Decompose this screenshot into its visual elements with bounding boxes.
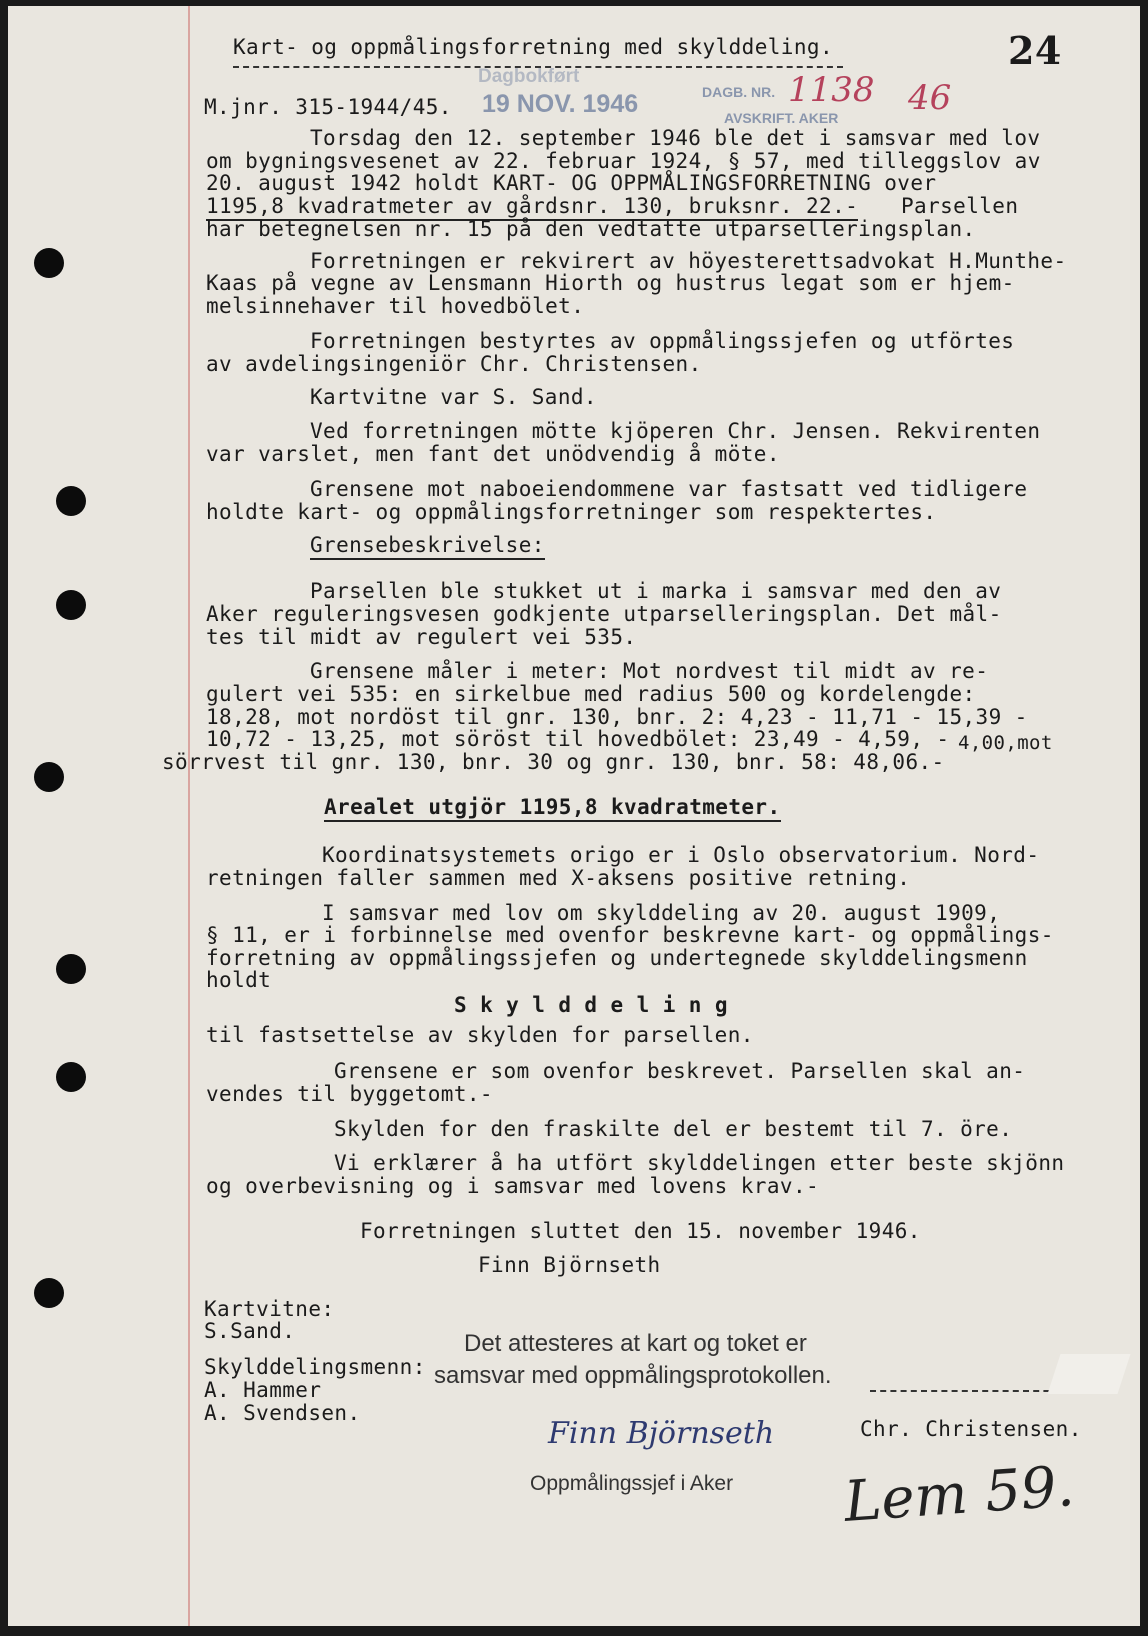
text-line: 20. august 1942 holdt KART- OG OPPMÅLINGSFORRETNING over [206,171,937,195]
punch-hole [56,954,86,984]
text-line: sörrvest til gnr. 130, bnr. 30 og gnr. 130, bnr. 58: 48,06.- [162,750,945,774]
attestation-line-2: samsvar med oppmålingsprotokollen. [434,1362,832,1389]
text-line: gulert vei 535: en sirkelbue med radius 500 og kordelengde: [206,682,976,706]
text-line: § 11, er i forbinnelse med ovenfor beskrevne kart- og oppmålings- [206,923,1054,947]
text-line: Torsdag den 12. september 1946 ble det i samsvar med lov [310,126,1041,150]
text-line: Vi erklærer å ha utfört skylddelingen etter beste skjönn [334,1151,1065,1175]
skylddeling-heading: S k y l d d e l i n g [454,993,728,1017]
text-line: Kartvitne var S. Sand. [310,385,597,409]
punch-hole [34,248,64,278]
stamp-dagb-label: DAGB. NR. [702,84,776,100]
margin-rule [188,6,190,1626]
text-line: holdte kart- og oppmålingsforretninger som respektertes. [206,500,937,524]
stamp-dagbokfort: Dagbokført [478,66,580,87]
text-line: Skylden for den fraskilte del er bestemt til 7. öre. [334,1117,1013,1141]
text-line: tes til midt av regulert vei 535. [206,625,637,649]
text-line: Ved forretningen mötte kjöperen Chr. Jensen. Rekvirenten [310,419,1041,443]
text-line: vendes til byggetomt.- [206,1082,493,1106]
document-page [8,6,1140,1626]
text-line: har betegnelsen nr. 15 på den vedtatte utparselleringsplan. [206,217,976,241]
text-line: Kaas på vegne av Lensmann Hiorth og hustrus legat som er hjem- [206,271,1015,295]
text-line: av avdelingsingeniör Chr. Christensen. [206,352,702,376]
text-line: var varslet, men fant det unödvendig å möte. [206,442,780,466]
text-line: retningen faller sammen med X-aksens positive retning. [206,866,911,890]
text-line: Aker reguleringsvesen godkjente utparselleringsplan. Det mål- [206,602,1002,626]
area-statement: Arealet utgjör 1195,8 kvadratmeter. [324,796,781,822]
torn-paper-edge [1048,1354,1131,1394]
punch-hole [56,1062,86,1092]
text-line: Grensene måler i meter: Mot nordvest til midt av re- [310,659,989,683]
stamp-date: 19 NOV. 1946 [482,90,639,118]
text-line: Grensene mot naboeiendommene var fastsatt ved tidligere [310,477,1028,501]
punch-hole [34,762,64,792]
stamp-dagb-year: 46 [908,78,952,118]
engineer-name: Chr. Christensen. [860,1417,1082,1441]
text-line: 10,72 - 13,25, mot söröst til hovedbölet: 23,49 - 4,59, - [206,727,950,751]
punch-hole [56,486,86,516]
text-line: Grensene er som ovenfor beskrevet. Parsellen skal an- [334,1059,1026,1083]
stamp-dagb-number: 1138 [788,70,875,110]
journal-number: M.jnr. 315-1944/45. [204,95,452,119]
attestation-line-1: Det attesteres at kart og toket er [464,1330,807,1357]
text-line: Parsellen [901,194,1019,218]
punch-hole [34,1278,64,1308]
text-line: Parsellen ble stukket ut i marka i samsvar med den av [310,579,1002,603]
section-heading: Grensebeskrivelse: [310,534,545,560]
page-number: 24 [1008,28,1062,73]
text-line: melsinnehaver til hovedbölet. [206,294,585,318]
skylddelingsmenn-label: Skylddelingsmenn: [204,1355,426,1379]
text-line: om bygningsvesenet av 22. februar 1924, § 57, med tilleggslov av [206,149,1041,173]
office-stamp: Oppmålingssjef i Aker [530,1472,734,1495]
signer-name: Finn Björnseth [478,1253,661,1277]
inserted-text: 4,00,mot [958,732,1053,754]
page-title: Kart- og oppmålingsforretning med skylddeling. [233,35,833,59]
text-line: 1195,8 kvadratmeter av gårdsnr. 130, bruksnr. 22.- [206,195,858,221]
skylddelingsmann-2: A. Svendsen. [204,1401,361,1425]
text-line: Koordinatsystemets origo er i Oslo observatorium. Nord- [322,843,1040,867]
punch-hole [56,590,86,620]
kartvitne-name: S.Sand. [204,1319,296,1343]
text-line: Forretningen bestyrtes av oppmålingssjefen og utförtes [310,329,1015,353]
text-line: og overbevisning og i samsvar med lovens krav.- [206,1174,820,1198]
text-line: til fastsettelse av skylden for parsellen. [206,1023,754,1047]
text-line: forretning av oppmålingssjefen og undertegnede skylddelingsmenn [206,946,1028,970]
kartvitne-label: Kartvitne: [204,1297,335,1321]
handwritten-signature: Finn Björnseth [548,1416,775,1451]
text-line: Forretningen er rekvirert av höyesterettsadvokat H.Munthe- [310,249,1067,273]
skylddelingsmann-1: A. Hammer [204,1378,322,1402]
text-line: holdt [206,968,272,992]
handwritten-note: Lem 59. [842,1454,1077,1535]
text-line: 18,28, mot nordöst til gnr. 130, bnr. 2: 4,23 - 11,71 - 15,39 - [206,705,1028,729]
stamp-avskrift: AVSKRIFT. AKER [724,110,839,126]
closing-line: Forretningen sluttet den 15. november 1946. [360,1219,921,1243]
text-line: I samsvar med lov om skylddeling av 20. august 1909, [322,901,1001,925]
